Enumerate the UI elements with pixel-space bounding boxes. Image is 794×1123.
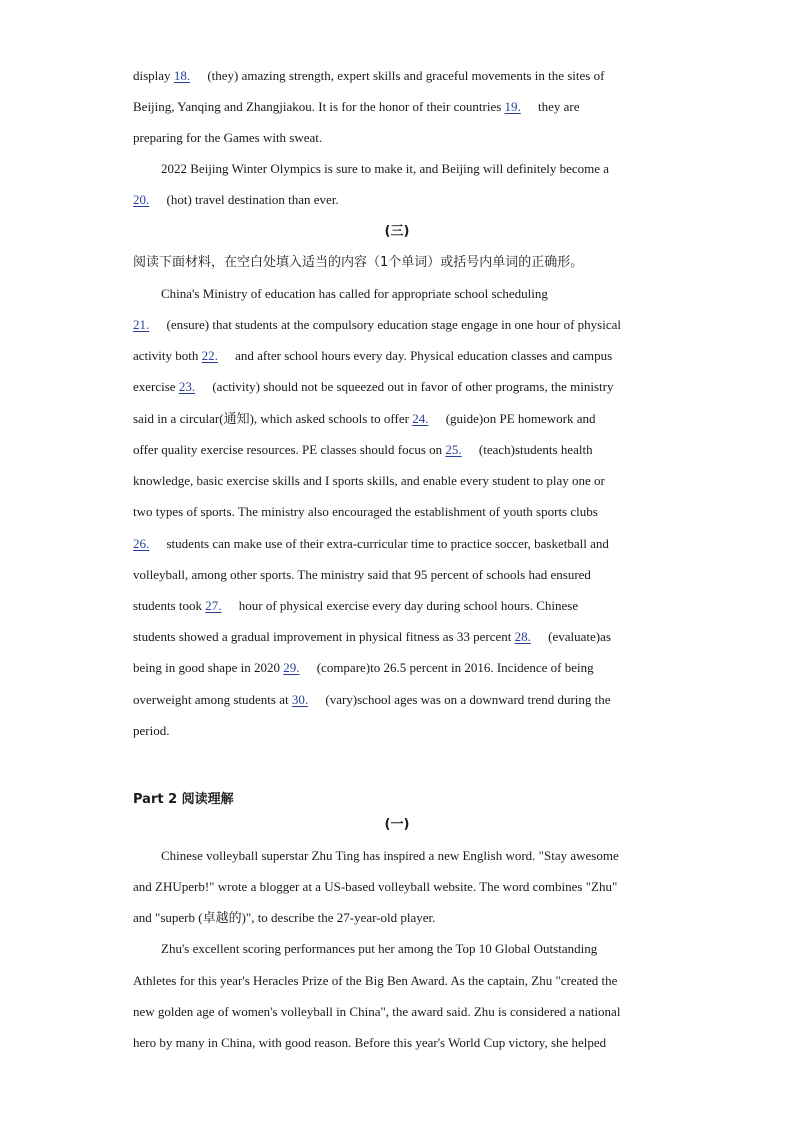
text-line: students showed a gradual improvement in physical fitness as 33 percent 28. (evaluate)as — [133, 629, 611, 644]
section-heading: (一) — [384, 817, 410, 832]
text-line: display 18. (they) amazing strength, expert skills and graceful movements in the sites of — [133, 68, 605, 83]
text-line: knowledge, basic exercise skills and I sports skills, and enable every student to play one or — [133, 473, 605, 488]
blank-25: 25. — [445, 442, 462, 457]
text-line: preparing for the Games with sweat. — [133, 130, 323, 145]
text-line: and ZHUperb!" wrote a blogger at a US-based volleyball website. The word combines "Zhu" — [133, 879, 618, 894]
text-line: two types of sports. The ministry also encouraged the establishment of youth sports clubs — [133, 504, 598, 519]
text-line: activity both 22. and after school hours every day. Physical education classes and campus — [133, 348, 613, 363]
text-line: 26. students can make use of their extra-curricular time to practice soccer, basketball and — [133, 536, 609, 551]
part-title: Part 2 阅读理解 — [133, 792, 234, 807]
text-line: overweight among students at 30. (vary)school ages was on a downward trend during the — [133, 692, 611, 707]
text-line: offer quality exercise resources. PE classes should focus on 25. (teach)students health — [133, 442, 593, 457]
blank-29: 29. — [283, 660, 300, 675]
text-line: and "superb (卓越的)", to describe the 27-year-old player. — [133, 910, 436, 925]
text-line: Chinese volleyball superstar Zhu Ting has inspired a new English word. "Stay awesome — [161, 848, 619, 863]
text-line: said in a circular(通知), which asked schools to offer 24. (guide)on PE homework and — [133, 411, 596, 426]
text-line: 21. (ensure) that students at the compulsory education stage engage in one hour of physical — [133, 317, 622, 332]
blank-20: 20. — [133, 192, 150, 207]
blank-22: 22. — [201, 348, 218, 363]
blank-27: 27. — [205, 598, 222, 613]
section-heading: (三) — [384, 224, 410, 239]
instruction-text: 阅读下面材料，在空白处填入适当的内容（1个单词）或括号内单词的正确形。 — [133, 255, 584, 270]
text-line: exercise 23. (activity) should not be squeezed out in favor of other programs, the ministry — [133, 379, 614, 394]
blank-19: 19. — [504, 99, 521, 114]
text-line: 2022 Beijing Winter Olympics is sure to make it, and Beijing will definitely become a — [161, 161, 610, 176]
text-line: students took 27. hour of physical exercise every day during school hours. Chinese — [133, 598, 579, 613]
text-line: China's Ministry of education has called for appropriate school scheduling — [161, 286, 548, 301]
text-line: Zhu's excellent scoring performances put her among the Top 10 Global Outstanding — [161, 941, 598, 956]
text-line: volleyball, among other sports. The ministry said that 95 percent of schools had ensured — [133, 567, 591, 582]
blank-26: 26. — [133, 536, 150, 551]
text-line: period. — [133, 723, 170, 738]
text-line: being in good shape in 2020 29. (compare)to 26.5 percent in 2016. Incidence of being — [133, 660, 594, 675]
text-line: 20. (hot) travel destination than ever. — [133, 192, 339, 207]
blank-24: 24. — [412, 411, 429, 426]
blank-18: 18. — [173, 68, 191, 83]
text-line: Athletes for this year's Heracles Prize of the Big Ben Award. As the captain, Zhu "created the — [133, 973, 618, 988]
blank-21: 21. — [133, 317, 150, 332]
text-line: Beijing, Yanqing and Zhangjiakou. It is for the honor of their countries 19. they are — [133, 99, 580, 114]
blank-23: 23. — [178, 379, 196, 394]
text-line: new golden age of women's volleyball in China", the award said. Zhu is considered a national — [133, 1004, 621, 1019]
blank-28: 28. — [514, 629, 531, 644]
text-line: hero by many in China, with good reason. Before this year's World Cup victory, she helped — [133, 1035, 607, 1050]
blank-30: 30. — [291, 692, 309, 707]
